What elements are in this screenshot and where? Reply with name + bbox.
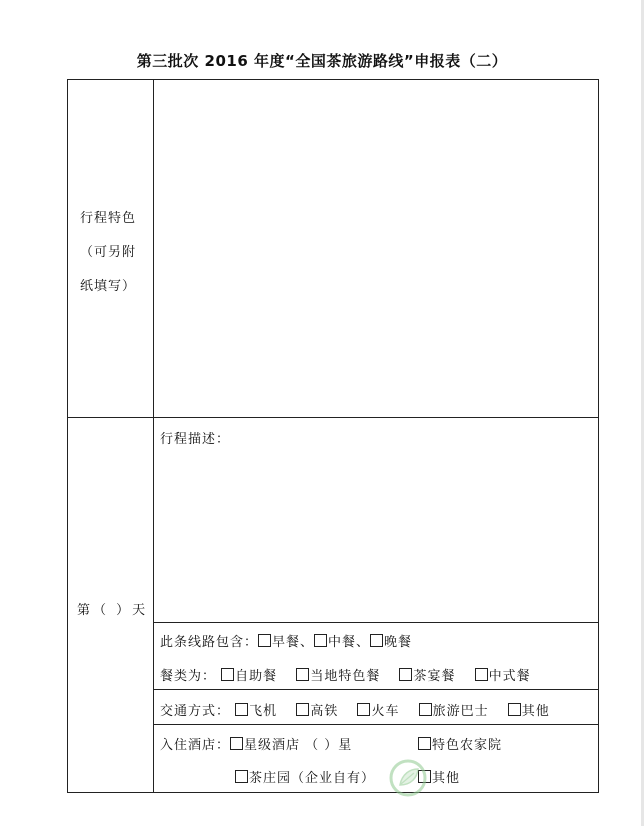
checkbox-local-specialty[interactable] — [296, 668, 309, 681]
transport-row — [160, 700, 550, 719]
checkbox-chinese-meal[interactable] — [475, 668, 488, 681]
row-divider-transport — [153, 689, 599, 690]
checkbox-star-hotel[interactable] — [230, 737, 243, 750]
features-label-line3: 纸填写） — [80, 279, 137, 294]
meals-includes-label: 此条线路包含： — [160, 635, 259, 650]
option-tea-estate: 茶庄园（企业自有） — [249, 771, 376, 786]
row-divider-meals — [153, 622, 599, 623]
checkbox-dinner[interactable] — [370, 634, 383, 647]
features-label-line1: 行程特色 — [80, 211, 137, 226]
leaf-watermark-icon — [388, 758, 428, 798]
checkbox-tea-banquet[interactable] — [399, 668, 412, 681]
hotel-row-1 — [160, 734, 352, 753]
features-label-line2: （可另附 — [80, 245, 137, 260]
option-chinese-meal: 中式餐 — [488, 669, 531, 684]
form-title: 第三批次 2016 年度“全国茶旅游路线”申报表（二） — [136, 52, 508, 70]
label-column-divider — [153, 79, 154, 793]
option-train: 火车 — [371, 704, 400, 719]
option-local-specialty: 当地特色餐 — [310, 669, 381, 684]
hotel-farmhouse-option — [418, 734, 502, 753]
checkbox-high-speed-rail[interactable] — [296, 703, 309, 716]
option-breakfast: 早餐、 — [272, 635, 315, 650]
checkbox-train[interactable] — [357, 703, 370, 716]
transport-label: 交通方式： — [160, 704, 231, 719]
hotel-label: 入住酒店： — [160, 738, 231, 753]
option-hotel-other: 其他 — [432, 771, 461, 786]
meals-includes-row — [160, 631, 412, 650]
option-dinner: 晚餐 — [384, 635, 413, 650]
day-label: 第（ ）天 — [77, 603, 149, 618]
checkbox-farmhouse[interactable] — [418, 737, 431, 750]
option-tea-banquet: 茶宴餐 — [413, 669, 456, 684]
option-airplane: 飞机 — [249, 704, 278, 719]
row-divider-hotel — [153, 724, 599, 725]
checkbox-airplane[interactable] — [235, 703, 248, 716]
option-farmhouse: 特色农家院 — [432, 738, 503, 753]
checkbox-buffet[interactable] — [221, 668, 234, 681]
description-input-area[interactable] — [156, 448, 596, 618]
option-tour-bus: 旅游巴士 — [432, 704, 489, 719]
meal-type-label: 餐类为： — [160, 669, 217, 684]
row-divider-features — [67, 417, 599, 418]
option-transport-other: 其他 — [521, 704, 550, 719]
checkbox-tea-estate[interactable] — [235, 770, 248, 783]
option-lunch: 中餐、 — [328, 635, 371, 650]
checkbox-lunch[interactable] — [314, 634, 327, 647]
checkbox-transport-other[interactable] — [508, 703, 521, 716]
option-buffet: 自助餐 — [235, 669, 278, 684]
hotel-tea-estate-option — [235, 767, 375, 786]
features-input-area[interactable] — [156, 82, 596, 414]
checkbox-breakfast[interactable] — [258, 634, 271, 647]
description-label: 行程描述： — [160, 432, 231, 447]
checkbox-tour-bus[interactable] — [419, 703, 432, 716]
option-star-hotel: 星级酒店 （ ）星 — [244, 738, 353, 753]
option-high-speed-rail: 高铁 — [310, 704, 339, 719]
meal-type-row — [160, 665, 531, 684]
